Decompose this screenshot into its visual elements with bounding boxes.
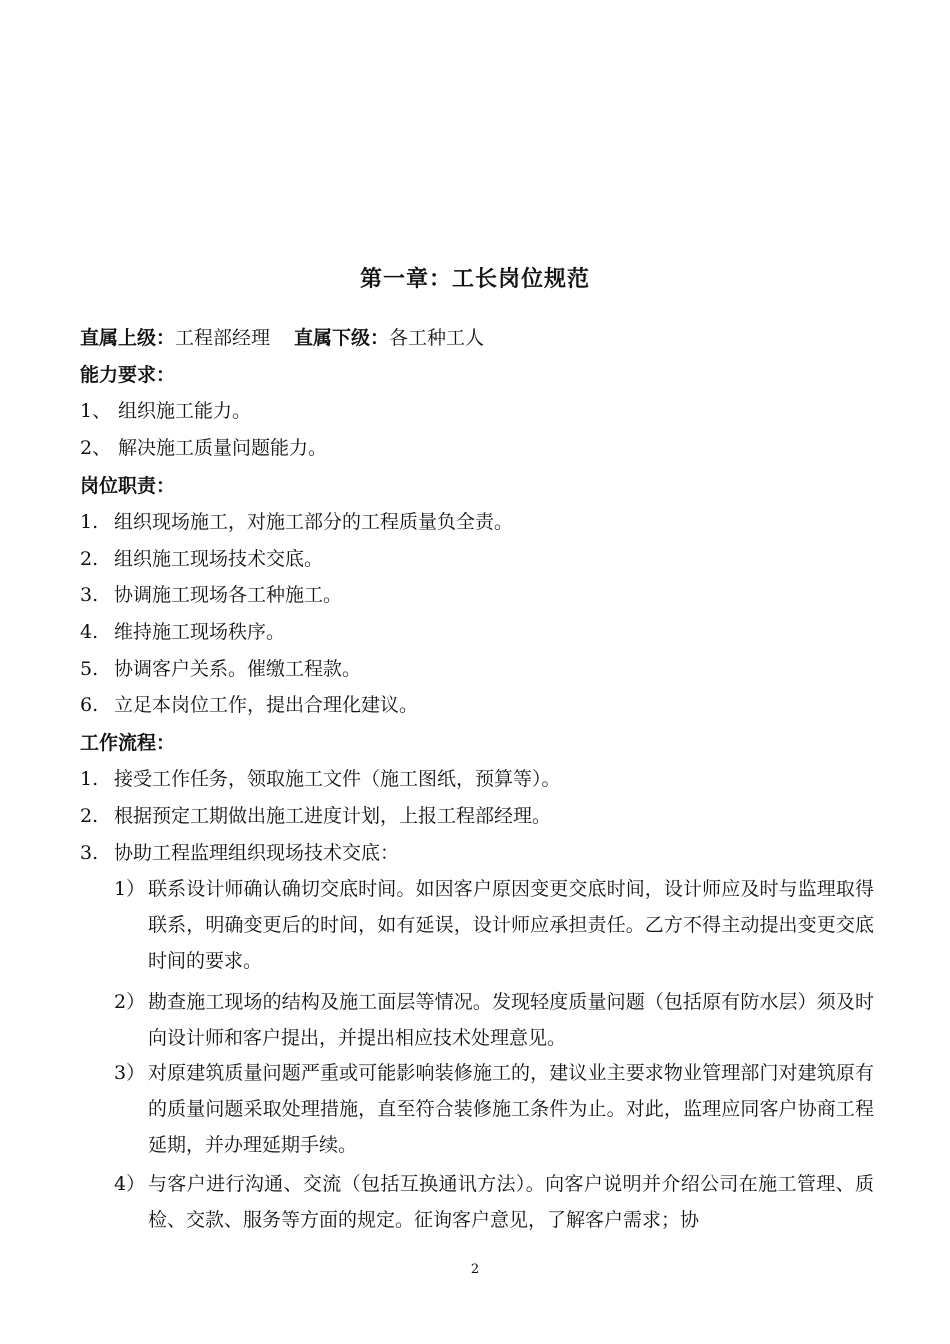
item-number: 3. — [80, 842, 99, 864]
item-number: 4. — [80, 621, 99, 643]
item-number: 3. — [80, 584, 99, 606]
duty-item — [80, 692, 418, 718]
item-text: 组织施工能力。 — [118, 400, 252, 422]
item-text: 协调施工现场各工种施工。 — [114, 584, 343, 606]
subitem-number: 2） — [114, 991, 146, 1013]
superior-value: 工程部经理 — [175, 327, 271, 349]
process-subitem — [114, 1055, 874, 1163]
item-number: 2. — [80, 548, 99, 570]
item-number: 1. — [80, 768, 99, 790]
process-subitem — [114, 984, 874, 1056]
item-text: 组织施工现场技术交底。 — [114, 548, 324, 570]
subitem-text: 勘查施工现场的结构及施工面层等情况。发现轻度质量问题（包括原有防水层）须及时向设计师和客户提出，并提出相应技术处理意见。 — [148, 991, 874, 1049]
ability-item — [80, 435, 327, 461]
item-text: 接受工作任务，领取施工文件（施工图纸，预算等）。 — [114, 768, 561, 790]
duty-item — [80, 546, 323, 572]
subitem-number: 3） — [114, 1062, 146, 1084]
subitem-number: 1） — [114, 878, 146, 900]
subordinate-label: 直属下级： — [294, 327, 390, 349]
process-subitem — [114, 1166, 874, 1238]
duty-item — [80, 656, 361, 682]
process-subitem — [114, 871, 874, 979]
subordinate-value: 各工种工人 — [389, 327, 485, 349]
subitem-text: 联系设计师确认确切交底时间。如因客户原因变更交底时间，设计师应及时与监理取得联系，明确变更后的时间，如有延误，设计师应承担责任。乙方不得主动提出变更交底时间的要求。 — [148, 878, 874, 972]
duty-item — [80, 619, 285, 645]
process-item — [80, 803, 551, 829]
item-text: 协调客户关系。催缴工程款。 — [114, 658, 362, 680]
subitem-text: 对原建筑质量问题严重或可能影响装修施工的，建议业主要求物业管理部门对建筑原有的质量问题采取处理措施，直至符合装修施工条件为止。对此，监理应同客户协商工程延期，并办理延期手续。 — [148, 1062, 874, 1156]
item-text: 立足本岗位工作，提出合理化建议。 — [114, 694, 419, 716]
item-number: 2、 — [80, 437, 112, 459]
item-text: 组织现场施工，对施工部分的工程质量负全责。 — [114, 511, 514, 533]
subitem-text: 与客户进行沟通、交流（包括互换通讯方法）。向客户说明并介绍公司在施工管理、质检、交款、服务等方面的规定。征询客户意见，了解客户需求；协 — [148, 1173, 874, 1231]
item-number: 1、 — [80, 400, 112, 422]
item-text: 根据预定工期做出施工进度计划，上报工程部经理。 — [114, 805, 552, 827]
page-number: 2 — [470, 1262, 480, 1277]
duties-heading: 岗位职责： — [80, 475, 176, 497]
duty-item — [80, 509, 513, 535]
superior-label: 直属上级： — [80, 327, 176, 349]
item-number: 1. — [80, 511, 99, 533]
duty-item — [80, 582, 342, 608]
item-number: 5. — [80, 658, 99, 680]
item-text: 协助工程监理组织现场技术交底： — [114, 842, 400, 864]
superior-line — [80, 325, 484, 351]
item-number: 6. — [80, 694, 99, 716]
ability-heading: 能力要求： — [80, 364, 176, 386]
item-number: 2. — [80, 805, 99, 827]
process-heading: 工作流程： — [80, 732, 176, 754]
ability-item — [80, 398, 251, 424]
subitem-number: 4） — [114, 1173, 146, 1195]
item-text: 解决施工质量问题能力。 — [118, 437, 328, 459]
item-text: 维持施工现场秩序。 — [114, 621, 286, 643]
process-item — [80, 766, 561, 792]
chapter-title: 第一章：工长岗位规范 — [359, 267, 590, 292]
process-item — [80, 840, 399, 866]
